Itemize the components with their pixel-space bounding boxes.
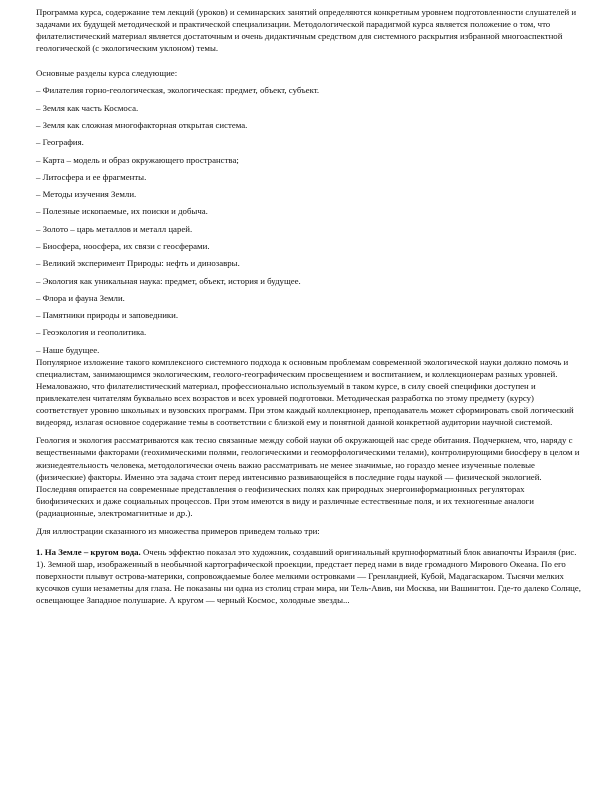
list-item: – География. xyxy=(36,137,84,148)
list-item: – Геоэкология и геополитика. xyxy=(36,327,147,338)
list-item: – Карта – модель и образ окружающего пространства; xyxy=(36,154,239,165)
list-item: – Памятники природы и заповедники. xyxy=(36,310,179,321)
examples-lead: Для иллюстрации сказанного из множества примеров приведем только три: xyxy=(36,526,320,536)
list-item: – Флора и фауна Земли. xyxy=(36,292,125,303)
list-item: – Великий эксперимент Природы: нефть и динозавры. xyxy=(36,258,240,269)
list-item: – Методы изучения Земли. xyxy=(36,189,137,200)
example-1-title: 1. На Земле – кругом вода. xyxy=(36,547,141,558)
list-item: – Земля как сложная многофакторная открытая система. xyxy=(36,120,248,131)
sections-list xyxy=(36,84,582,355)
sections-heading: Основные разделы курса следующие: xyxy=(36,68,178,79)
list-item: – Земля как часть Космоса. xyxy=(36,102,139,113)
popular-paragraph: Популярное изложение такого комплексного системного подхода к основным проблемам современной экологической науки должно помочь и специалистам, занимающимся экологическим, геолого-географическим просвещением и воспитанием, и коллекционерам разных уровней. Немаловажно, что филателистический материал, профессионально используемый в таком курсе, в силу своей специфики доступен и привлекателен читателям буквально всех возрастов и всех уровней подготовки. Методическая разработка по этому предмету (курсу) соответствует уровню школьных и вузовских программ. При этом каждый коллекционер, преподаватель может сформировать свой логический видеоряд, излагая основное содержание темы в соответствии с близкой ему и понятной данной конкретной аудитории научной системой. xyxy=(36,356,574,428)
list-item: – Золото – царь металлов и металл царей. xyxy=(36,223,193,234)
list-item: – Полезные ископаемые, их поиски и добыча. xyxy=(36,206,208,217)
list-item: – Биосфера, ноосфера, их связи с геосферами. xyxy=(36,241,210,251)
geology-paragraph: Геология и экология рассматриваются как тесно связанные между собой науки об окружающей нас среде обитания. Подчеркнем, что, наряду с вещественными факторами (геохимическими полями, геологическими и геоморфологическими телами), контролирующими биосферу в целом и жизнедеятельность человека, методологически очень важно рассматривать не менее значимые, но гораздо менее изученные полевые (физические) факторы. Именно эта задача стоит перед интенсивно развивающейся в последние годы наукой — физической экологией. Последняя опирается на современные представления о геофизических полях как природных энергоинформационных регуляторах биофизических и даже социальных процессов. При этом имеются в виду и различные естественные поля, и их техногенные аналоги (радиационные, электромагнитные и др.). xyxy=(36,435,580,518)
list-item: – Филателия горно-геологическая, экологическая: предмет, объект, субъект. xyxy=(36,85,320,96)
list-item: – Литосфера и ее фрагменты. xyxy=(36,171,147,182)
list-item: – Наше будущее. xyxy=(36,344,100,355)
example-1-text: Очень эффектно показал это художник, создавший оригинальный крупноформатный блок авиапочты Израиля (рис. 1). Земной шар, изображенный в необычной картографической проекции, предстает перед нами в виде громадного Мирового Океана. По его поверхности плывут острова-материки, сопровождаемые более мелкими островками — Гренландией, Кубой, Мадагаскаром. Тысячи мелких кусочков суши незаметны для глаза. Не показаны ни одна из столиц стран мира, ни Тель-Авив, ни Москва, ни Вашингтон. Где-то далеко Солнце, освещающее Западное полушарие. А кругом — черный Космос, холодные звезды... xyxy=(36,547,581,606)
example-1-paragraph xyxy=(36,546,582,606)
list-item: – Экология как уникальная наука: предмет, объект, история и будущее. xyxy=(36,275,301,286)
intro-paragraph: Программа курса, содержание тем лекций (уроков) и семинарских занятий определяются конкретным уровнем подготовленности слушателей и задачами их будущей методической и практической специализации. Методологической парадигмой курса является положение о том, что филателистический материал является достаточным и очень дидактичным средством для системного раскрытия избранной многоаспектной геологической (с экологическим уклоном) темы. xyxy=(36,7,577,54)
